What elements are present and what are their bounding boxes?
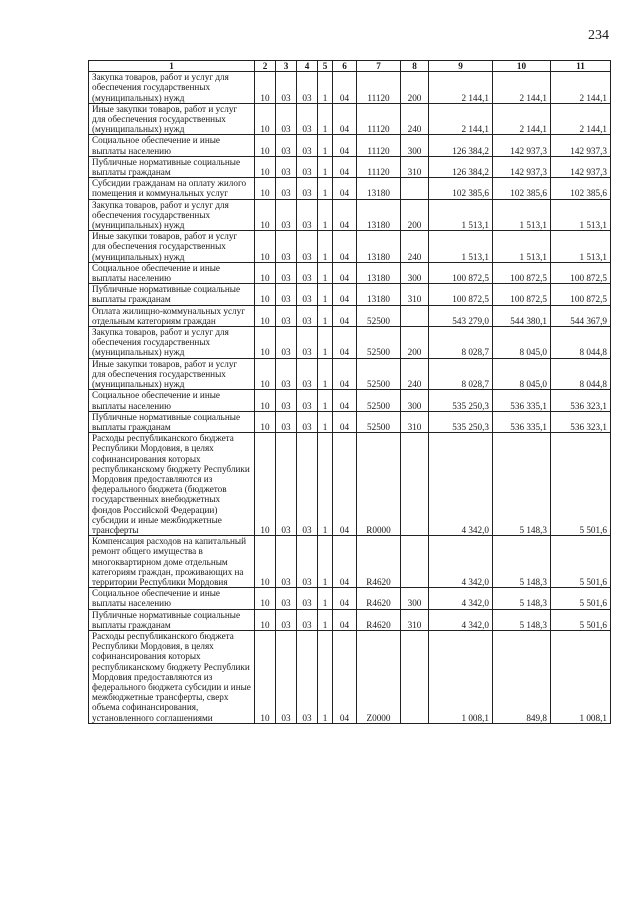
amount-year-1: 4 342,0 bbox=[429, 609, 493, 630]
event-code: 04 bbox=[333, 609, 357, 630]
amount-year-3: 536 323,1 bbox=[551, 390, 611, 411]
amount-year-3: 1 008,1 bbox=[551, 630, 611, 723]
section-code: 10 bbox=[255, 390, 276, 411]
direction-code: 13180 bbox=[357, 199, 401, 231]
row-description: Закупка товаров, работ и услуг для обеспечения государственных (муниципальных) нужд bbox=[89, 199, 255, 231]
program-code: 03 bbox=[297, 630, 318, 723]
amount-year-3: 5 501,6 bbox=[551, 536, 611, 588]
direction-code: 52500 bbox=[357, 411, 401, 432]
amount-year-2: 536 335,1 bbox=[493, 411, 551, 432]
event-code: 04 bbox=[333, 305, 357, 326]
amount-year-1: 4 342,0 bbox=[429, 536, 493, 588]
subsection-code: 03 bbox=[276, 199, 297, 231]
row-description: Публичные нормативные социальные выплаты гражданам bbox=[89, 156, 255, 177]
section-code: 10 bbox=[255, 199, 276, 231]
program-code: 03 bbox=[297, 199, 318, 231]
expense-type-code: 300 bbox=[401, 135, 429, 156]
subprogram-code: 1 bbox=[318, 630, 333, 723]
amount-year-1: 1 008,1 bbox=[429, 630, 493, 723]
table-row bbox=[89, 588, 611, 609]
amount-year-3: 544 367,9 bbox=[551, 305, 611, 326]
table-row bbox=[89, 411, 611, 432]
expense-type-code: 310 bbox=[401, 156, 429, 177]
row-description: Закупка товаров, работ и услуг для обеспечения государственных (муниципальных) нужд bbox=[89, 72, 255, 104]
event-code: 04 bbox=[333, 411, 357, 432]
direction-code: R4620 bbox=[357, 588, 401, 609]
amount-year-2: 8 045,0 bbox=[493, 327, 551, 359]
amount-year-2: 849,8 bbox=[493, 630, 551, 723]
header-row bbox=[89, 61, 611, 72]
program-code: 03 bbox=[297, 156, 318, 177]
amount-year-3: 5 501,6 bbox=[551, 433, 611, 536]
section-code: 10 bbox=[255, 327, 276, 359]
table-row bbox=[89, 135, 611, 156]
amount-year-1: 102 385,6 bbox=[429, 178, 493, 199]
table-row bbox=[89, 284, 611, 305]
section-code: 10 bbox=[255, 630, 276, 723]
section-code: 10 bbox=[255, 588, 276, 609]
amount-year-2: 536 335,1 bbox=[493, 390, 551, 411]
direction-code: R4620 bbox=[357, 536, 401, 588]
row-description: Оплата жилищно-коммунальных услуг отдельным категориям граждан bbox=[89, 305, 255, 326]
row-description: Социальное обеспечение и иные выплаты населению bbox=[89, 588, 255, 609]
program-code: 03 bbox=[297, 536, 318, 588]
direction-code: R0000 bbox=[357, 433, 401, 536]
subprogram-code: 1 bbox=[318, 305, 333, 326]
expense-type-code: 200 bbox=[401, 72, 429, 104]
expense-type-code: 200 bbox=[401, 199, 429, 231]
event-code: 04 bbox=[333, 135, 357, 156]
amount-year-3: 102 385,6 bbox=[551, 178, 611, 199]
direction-code: Z0000 bbox=[357, 630, 401, 723]
header-cell: 8 bbox=[401, 61, 429, 72]
row-description: Расходы республиканского бюджета Республики Мордовия, в целях софинансирования которых республиканскому бюджету Республики Мордовия предоставляются из федерального бюджета субсидии и иные межбюджетные трансферты, сверх объема софинансирования, установленного соглашениями bbox=[89, 630, 255, 723]
amount-year-2: 5 148,3 bbox=[493, 609, 551, 630]
table-row bbox=[89, 433, 611, 536]
subsection-code: 03 bbox=[276, 588, 297, 609]
row-description: Компенсация расходов на капитальный ремонт общего имущества в многоквартирном доме отдельным категориям граждан, проживающих на территории Республики Мордовия bbox=[89, 536, 255, 588]
subprogram-code: 1 bbox=[318, 411, 333, 432]
event-code: 04 bbox=[333, 588, 357, 609]
table-row bbox=[89, 390, 611, 411]
amount-year-1: 543 279,0 bbox=[429, 305, 493, 326]
header-cell: 10 bbox=[493, 61, 551, 72]
amount-year-1: 100 872,5 bbox=[429, 284, 493, 305]
amount-year-3: 8 044,8 bbox=[551, 327, 611, 359]
program-code: 03 bbox=[297, 103, 318, 135]
table-row bbox=[89, 327, 611, 359]
section-code: 10 bbox=[255, 433, 276, 536]
program-code: 03 bbox=[297, 284, 318, 305]
direction-code: 52500 bbox=[357, 305, 401, 326]
header-cell: 7 bbox=[357, 61, 401, 72]
header-cell: 3 bbox=[276, 61, 297, 72]
amount-year-3: 100 872,5 bbox=[551, 262, 611, 283]
expense-type-code: 310 bbox=[401, 411, 429, 432]
subprogram-code: 1 bbox=[318, 358, 333, 390]
program-code: 03 bbox=[297, 390, 318, 411]
section-code: 10 bbox=[255, 178, 276, 199]
amount-year-2: 5 148,3 bbox=[493, 588, 551, 609]
amount-year-1: 4 342,0 bbox=[429, 433, 493, 536]
table-row bbox=[89, 156, 611, 177]
subsection-code: 03 bbox=[276, 262, 297, 283]
subprogram-code: 1 bbox=[318, 72, 333, 104]
program-code: 03 bbox=[297, 135, 318, 156]
program-code: 03 bbox=[297, 433, 318, 536]
direction-code: R4620 bbox=[357, 609, 401, 630]
row-description: Иные закупки товаров, работ и услуг для обеспечения государственных (муниципальных) нужд bbox=[89, 231, 255, 263]
expense-type-code bbox=[401, 433, 429, 536]
amount-year-3: 8 044,8 bbox=[551, 358, 611, 390]
budget-table bbox=[88, 60, 611, 724]
subsection-code: 03 bbox=[276, 536, 297, 588]
subsection-code: 03 bbox=[276, 231, 297, 263]
amount-year-2: 2 144,1 bbox=[493, 103, 551, 135]
expense-type-code bbox=[401, 178, 429, 199]
program-code: 03 bbox=[297, 327, 318, 359]
subsection-code: 03 bbox=[276, 327, 297, 359]
section-code: 10 bbox=[255, 262, 276, 283]
amount-year-1: 8 028,7 bbox=[429, 358, 493, 390]
section-code: 10 bbox=[255, 536, 276, 588]
direction-code: 11120 bbox=[357, 135, 401, 156]
amount-year-3: 536 323,1 bbox=[551, 411, 611, 432]
event-code: 04 bbox=[333, 536, 357, 588]
section-code: 10 bbox=[255, 411, 276, 432]
event-code: 04 bbox=[333, 284, 357, 305]
program-code: 03 bbox=[297, 609, 318, 630]
subprogram-code: 1 bbox=[318, 390, 333, 411]
amount-year-2: 8 045,0 bbox=[493, 358, 551, 390]
event-code: 04 bbox=[333, 390, 357, 411]
expense-type-code bbox=[401, 305, 429, 326]
event-code: 04 bbox=[333, 156, 357, 177]
subsection-code: 03 bbox=[276, 103, 297, 135]
subprogram-code: 1 bbox=[318, 231, 333, 263]
row-description: Социальное обеспечение и иные выплаты населению bbox=[89, 262, 255, 283]
row-description: Публичные нормативные социальные выплаты гражданам bbox=[89, 609, 255, 630]
amount-year-3: 5 501,6 bbox=[551, 588, 611, 609]
header-cell: 5 bbox=[318, 61, 333, 72]
expense-type-code: 240 bbox=[401, 231, 429, 263]
table-row bbox=[89, 178, 611, 199]
subprogram-code: 1 bbox=[318, 262, 333, 283]
header-cell: 4 bbox=[297, 61, 318, 72]
amount-year-1: 2 144,1 bbox=[429, 103, 493, 135]
section-code: 10 bbox=[255, 135, 276, 156]
expense-type-code: 240 bbox=[401, 358, 429, 390]
table-row bbox=[89, 231, 611, 263]
expense-type-code: 200 bbox=[401, 327, 429, 359]
subsection-code: 03 bbox=[276, 433, 297, 536]
amount-year-2: 142 937,3 bbox=[493, 156, 551, 177]
event-code: 04 bbox=[333, 199, 357, 231]
row-description: Публичные нормативные социальные выплаты гражданам bbox=[89, 284, 255, 305]
row-description: Социальное обеспечение и иные выплаты населению bbox=[89, 390, 255, 411]
amount-year-1: 535 250,3 bbox=[429, 390, 493, 411]
subprogram-code: 1 bbox=[318, 103, 333, 135]
amount-year-1: 100 872,5 bbox=[429, 262, 493, 283]
section-code: 10 bbox=[255, 284, 276, 305]
row-description: Социальное обеспечение и иные выплаты населению bbox=[89, 135, 255, 156]
subsection-code: 03 bbox=[276, 630, 297, 723]
subprogram-code: 1 bbox=[318, 536, 333, 588]
direction-code: 13180 bbox=[357, 231, 401, 263]
direction-code: 52500 bbox=[357, 327, 401, 359]
amount-year-3: 1 513,1 bbox=[551, 199, 611, 231]
subsection-code: 03 bbox=[276, 305, 297, 326]
event-code: 04 bbox=[333, 630, 357, 723]
subprogram-code: 1 bbox=[318, 199, 333, 231]
program-code: 03 bbox=[297, 231, 318, 263]
subsection-code: 03 bbox=[276, 609, 297, 630]
amount-year-1: 126 384,2 bbox=[429, 135, 493, 156]
event-code: 04 bbox=[333, 358, 357, 390]
subprogram-code: 1 bbox=[318, 433, 333, 536]
direction-code: 13180 bbox=[357, 178, 401, 199]
direction-code: 11120 bbox=[357, 72, 401, 104]
amount-year-3: 142 937,3 bbox=[551, 156, 611, 177]
table-row bbox=[89, 305, 611, 326]
amount-year-2: 100 872,5 bbox=[493, 284, 551, 305]
table-row bbox=[89, 103, 611, 135]
header-cell: 6 bbox=[333, 61, 357, 72]
row-description: Субсидии гражданам на оплату жилого помещения и коммунальных услуг bbox=[89, 178, 255, 199]
amount-year-3: 142 937,3 bbox=[551, 135, 611, 156]
section-code: 10 bbox=[255, 103, 276, 135]
expense-type-code: 310 bbox=[401, 284, 429, 305]
table-row bbox=[89, 262, 611, 283]
section-code: 10 bbox=[255, 156, 276, 177]
event-code: 04 bbox=[333, 262, 357, 283]
subprogram-code: 1 bbox=[318, 156, 333, 177]
subsection-code: 03 bbox=[276, 156, 297, 177]
subprogram-code: 1 bbox=[318, 284, 333, 305]
amount-year-3: 2 144,1 bbox=[551, 103, 611, 135]
event-code: 04 bbox=[333, 433, 357, 536]
amount-year-2: 544 380,1 bbox=[493, 305, 551, 326]
subsection-code: 03 bbox=[276, 135, 297, 156]
row-description: Иные закупки товаров, работ и услуг для обеспечения государственных (муниципальных) нужд bbox=[89, 103, 255, 135]
expense-type-code bbox=[401, 536, 429, 588]
event-code: 04 bbox=[333, 178, 357, 199]
amount-year-2: 142 937,3 bbox=[493, 135, 551, 156]
direction-code: 11120 bbox=[357, 156, 401, 177]
amount-year-1: 1 513,1 bbox=[429, 231, 493, 263]
subprogram-code: 1 bbox=[318, 135, 333, 156]
subsection-code: 03 bbox=[276, 72, 297, 104]
expense-type-code bbox=[401, 630, 429, 723]
amount-year-2: 100 872,5 bbox=[493, 262, 551, 283]
section-code: 10 bbox=[255, 358, 276, 390]
row-description: Расходы республиканского бюджета Республики Мордовия, в целях софинансирования которых республиканскому бюджету Республики Мордовия предоставляются из федерального бюджета (бюджетов государственных внебюджетных фондов Российской Федерации) субсидии и иные межбюджетные трансферты bbox=[89, 433, 255, 536]
expense-type-code: 300 bbox=[401, 588, 429, 609]
expense-type-code: 240 bbox=[401, 103, 429, 135]
direction-code: 13180 bbox=[357, 262, 401, 283]
section-code: 10 bbox=[255, 609, 276, 630]
row-description: Закупка товаров, работ и услуг для обеспечения государственных (муниципальных) нужд bbox=[89, 327, 255, 359]
program-code: 03 bbox=[297, 588, 318, 609]
expense-type-code: 300 bbox=[401, 390, 429, 411]
expense-type-code: 310 bbox=[401, 609, 429, 630]
event-code: 04 bbox=[333, 72, 357, 104]
subprogram-code: 1 bbox=[318, 609, 333, 630]
header-cell: 9 bbox=[429, 61, 493, 72]
header-cell: 11 bbox=[551, 61, 611, 72]
amount-year-2: 102 385,6 bbox=[493, 178, 551, 199]
subprogram-code: 1 bbox=[318, 327, 333, 359]
section-code: 10 bbox=[255, 305, 276, 326]
amount-year-1: 535 250,3 bbox=[429, 411, 493, 432]
amount-year-3: 5 501,6 bbox=[551, 609, 611, 630]
amount-year-3: 100 872,5 bbox=[551, 284, 611, 305]
program-code: 03 bbox=[297, 411, 318, 432]
amount-year-2: 5 148,3 bbox=[493, 536, 551, 588]
header-cell: 1 bbox=[89, 61, 255, 72]
amount-year-2: 1 513,1 bbox=[493, 231, 551, 263]
amount-year-1: 1 513,1 bbox=[429, 199, 493, 231]
amount-year-1: 2 144,1 bbox=[429, 72, 493, 104]
program-code: 03 bbox=[297, 178, 318, 199]
subprogram-code: 1 bbox=[318, 178, 333, 199]
section-code: 10 bbox=[255, 72, 276, 104]
subprogram-code: 1 bbox=[318, 588, 333, 609]
page-number: 234 bbox=[588, 28, 609, 43]
event-code: 04 bbox=[333, 231, 357, 263]
program-code: 03 bbox=[297, 262, 318, 283]
program-code: 03 bbox=[297, 358, 318, 390]
row-description: Публичные нормативные социальные выплаты гражданам bbox=[89, 411, 255, 432]
program-code: 03 bbox=[297, 305, 318, 326]
direction-code: 52500 bbox=[357, 390, 401, 411]
row-description: Иные закупки товаров, работ и услуг для обеспечения государственных (муниципальных) нужд bbox=[89, 358, 255, 390]
subsection-code: 03 bbox=[276, 178, 297, 199]
subsection-code: 03 bbox=[276, 411, 297, 432]
amount-year-3: 1 513,1 bbox=[551, 231, 611, 263]
program-code: 03 bbox=[297, 72, 318, 104]
section-code: 10 bbox=[255, 231, 276, 263]
amount-year-1: 4 342,0 bbox=[429, 588, 493, 609]
amount-year-1: 126 384,2 bbox=[429, 156, 493, 177]
table-row bbox=[89, 630, 611, 723]
direction-code: 11120 bbox=[357, 103, 401, 135]
amount-year-2: 5 148,3 bbox=[493, 433, 551, 536]
subsection-code: 03 bbox=[276, 390, 297, 411]
table-row bbox=[89, 609, 611, 630]
event-code: 04 bbox=[333, 327, 357, 359]
table-row bbox=[89, 358, 611, 390]
table-row bbox=[89, 199, 611, 231]
direction-code: 13180 bbox=[357, 284, 401, 305]
direction-code: 52500 bbox=[357, 358, 401, 390]
amount-year-2: 2 144,1 bbox=[493, 72, 551, 104]
amount-year-1: 8 028,7 bbox=[429, 327, 493, 359]
event-code: 04 bbox=[333, 103, 357, 135]
table-row bbox=[89, 72, 611, 104]
expense-type-code: 300 bbox=[401, 262, 429, 283]
amount-year-3: 2 144,1 bbox=[551, 72, 611, 104]
amount-year-2: 1 513,1 bbox=[493, 199, 551, 231]
subsection-code: 03 bbox=[276, 358, 297, 390]
header-cell: 2 bbox=[255, 61, 276, 72]
subsection-code: 03 bbox=[276, 284, 297, 305]
table-row bbox=[89, 536, 611, 588]
